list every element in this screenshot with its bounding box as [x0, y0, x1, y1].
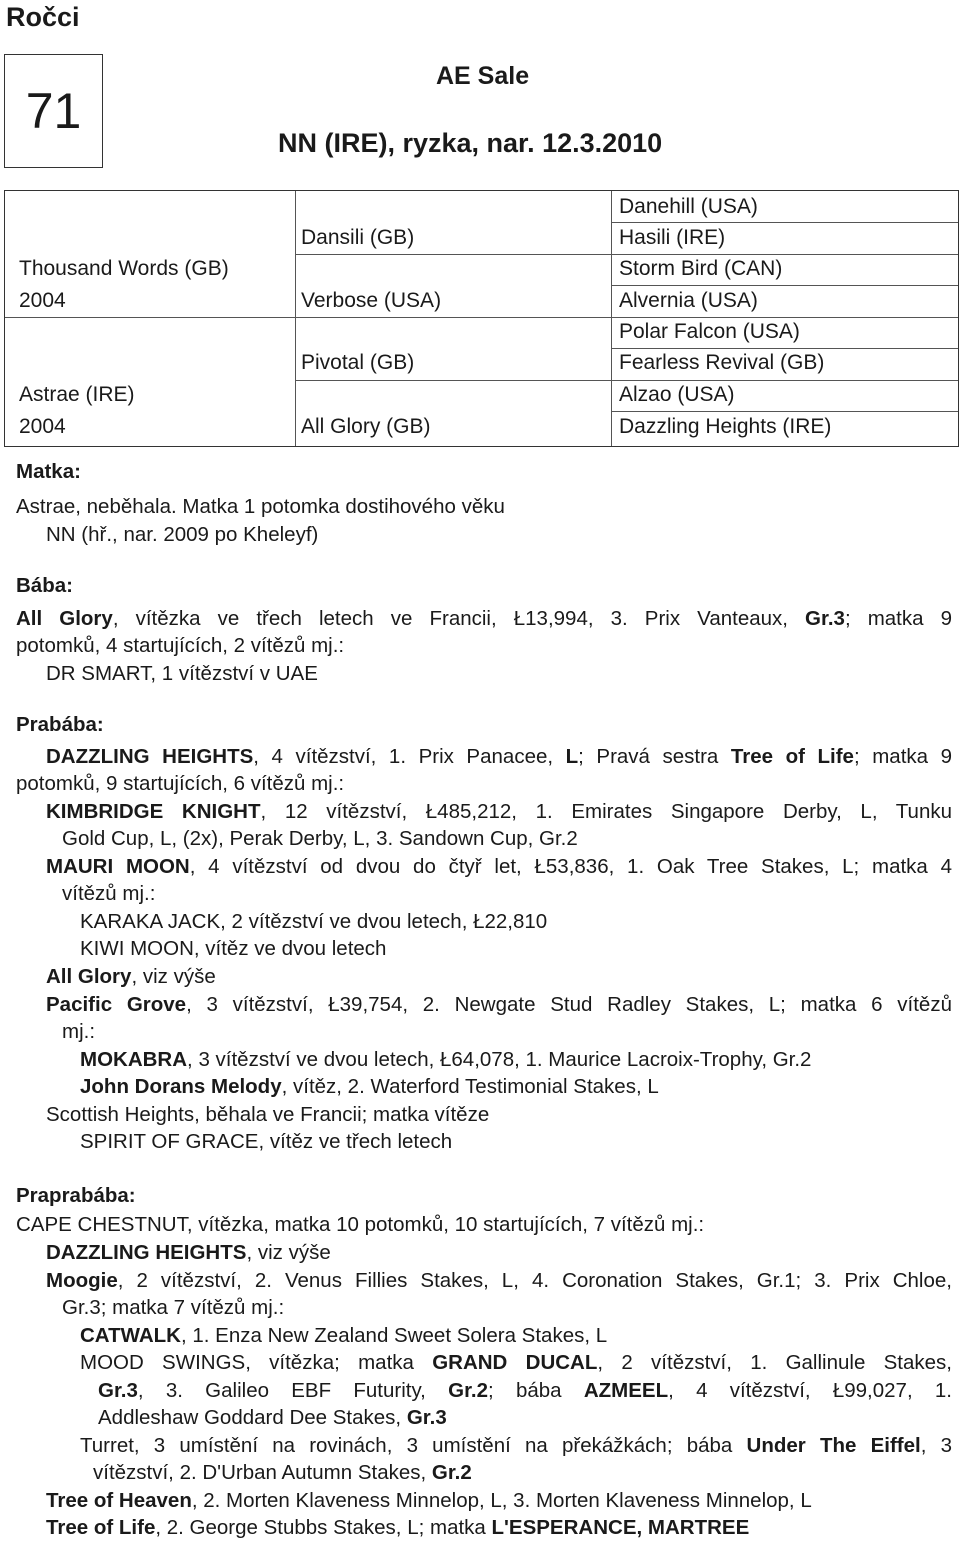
- baba-line2: potomků, 4 startujících, 2 vítězů mj.:: [16, 634, 345, 657]
- scottish-line: Scottish Heights, běhala ve Francii; matka vítěze: [46, 1103, 490, 1126]
- pedigree-sss: Danehill (USA): [619, 195, 758, 218]
- pedigree-sds: Storm Bird (CAN): [619, 257, 783, 280]
- kiwi-line: KIWI MOON, vítěz ve dvou letech: [80, 937, 387, 960]
- turret-line1: Turret, 3 umístění na rovinách, 3 umístění na překážkách; bába Under The Eiffel, 3: [80, 1434, 952, 1457]
- pedigree-ddd: Dazzling Heights (IRE): [619, 415, 832, 438]
- allglory-line: All Glory, viz výše: [46, 965, 216, 988]
- pedigree-sire: Thousand Words (GB): [19, 257, 229, 280]
- kimbridge-line2: Gold Cup, L, (2x), Perak Derby, L, 3. Sandown Cup, Gr.2: [62, 827, 578, 850]
- section-title: Ročci: [6, 2, 80, 32]
- horse-title: NN (IRE), ryzka, nar. 12.3.2010: [278, 128, 663, 158]
- prababa-heading: Prabába:: [16, 713, 104, 736]
- pedigree-dam-dam: All Glory (GB): [301, 415, 431, 438]
- pedigree-dss: Polar Falcon (USA): [619, 320, 800, 343]
- matka-heading: Matka:: [16, 460, 81, 483]
- pedigree-sire-sire: Dansili (GB): [301, 226, 415, 249]
- praprababa-heading: Praprabába:: [16, 1184, 136, 1207]
- heaven-line: Tree of Heaven, 2. Morten Klaveness Minnelop, L, 3. Morten Klaveness Minnelop, L: [46, 1489, 812, 1512]
- pedigree-dds: Alzao (USA): [619, 383, 735, 406]
- praprababa-line1: CAPE CHESTNUT, vítězka, matka 10 potomků, 10 startujících, 7 vítězů mj.:: [16, 1213, 705, 1236]
- mokabra-line: MOKABRA, 3 vítězství ve dvou letech, Ł64,078, 1. Maurice Lacroix-Trophy, Gr.2: [80, 1048, 812, 1071]
- prababa-line2: potomků, 9 startujících, 6 vítězů mj.:: [16, 772, 345, 795]
- pedigree-dam-year: 2004: [19, 415, 66, 438]
- pedigree-dam: Astrae (IRE): [19, 383, 135, 406]
- pedigree-ssd: Hasili (IRE): [619, 226, 726, 249]
- baba-line3: DR SMART, 1 vítězství v UAE: [46, 662, 318, 685]
- sale-name: AE Sale: [436, 62, 530, 90]
- spirit-line: SPIRIT OF GRACE, vítěz ve třech letech: [80, 1130, 453, 1153]
- matka-line1: Astrae, neběhala. Matka 1 potomka dostihového věku: [16, 495, 505, 518]
- mood-line2: Gr.3, 3. Galileo EBF Futurity, Gr.2; bába AZMEEL, 4 vítězství, Ł99,027, 1.: [98, 1379, 952, 1402]
- john-line: John Dorans Melody, vítěz, 2. Waterford Testimonial Stakes, L: [80, 1075, 659, 1098]
- pedigree-sire-year: 2004: [19, 289, 66, 312]
- lot-number-box: [4, 54, 103, 168]
- karaka-line: KARAKA JACK, 2 vítězství ve dvou letech, Ł22,810: [80, 910, 548, 933]
- baba-heading: Bába:: [16, 574, 73, 597]
- mood-line3: Addleshaw Goddard Dee Stakes, Gr.3: [98, 1406, 447, 1429]
- life-line: Tree of Life, 2. George Stubbs Stakes, L; matka L'ESPERANCE, MARTREE: [46, 1516, 750, 1539]
- pedigree-sdd: Alvernia (USA): [619, 289, 758, 312]
- pedigree-dsd: Fearless Revival (GB): [619, 351, 825, 374]
- baba-name: All Glory: [16, 607, 113, 630]
- prababa-line1: DAZZLING HEIGHTS, 4 vítězství, 1. Prix Panacee, L; Pravá sestra Tree of Life; matka 9: [46, 745, 952, 768]
- lot-number: 71: [25, 83, 82, 139]
- moogie-line1: Moogie, 2 vítězství, 2. Venus Fillies Stakes, L, 4. Coronation Stakes, Gr.1; 3. Prix Chloe,: [46, 1269, 952, 1292]
- mood-line1: MOOD SWINGS, vítězka; matka GRAND DUCAL, 2 vítězství, 1. Gallinule Stakes,: [80, 1351, 952, 1374]
- pacific-line1: Pacific Grove, 3 vítězství, Ł39,754, 2. Newgate Stud Radley Stakes, L; matka 6 vítězů: [46, 993, 952, 1016]
- pedigree-sire-dam: Verbose (USA): [301, 289, 442, 312]
- mauri-line1: MAURI MOON, 4 vítězství od dvou do čtyř let, Ł53,836, 1. Oak Tree Stakes, L; matka 4: [46, 855, 952, 878]
- baba-line1: All Glory, vítězka ve třech letech ve Francii, Ł13,994, 3. Prix Vanteaux, Gr.3; matka 9: [16, 607, 953, 630]
- matka-line2: NN (hř., nar. 2009 po Kheleyf): [46, 523, 319, 546]
- pedigree-dam-sire: Pivotal (GB): [301, 351, 415, 374]
- pacific-line2: mj.:: [62, 1020, 96, 1043]
- pedigree-table: [4, 190, 959, 447]
- mauri-line2: vítězů mj.:: [62, 882, 156, 905]
- dazzling-line: DAZZLING HEIGHTS, viz výše: [46, 1241, 331, 1264]
- turret-line2: vítězství, 2. D'Urban Autumn Stakes, Gr.2: [93, 1461, 472, 1484]
- moogie-line2: Gr.3; matka 7 vítězů mj.:: [62, 1296, 285, 1319]
- catwalk-line: CATWALK, 1. Enza New Zealand Sweet Solera Stakes, L: [80, 1324, 608, 1347]
- kimbridge-line1: KIMBRIDGE KNIGHT, 12 vítězství, Ł485,212, 1. Emirates Singapore Derby, L, Tunku: [46, 800, 952, 823]
